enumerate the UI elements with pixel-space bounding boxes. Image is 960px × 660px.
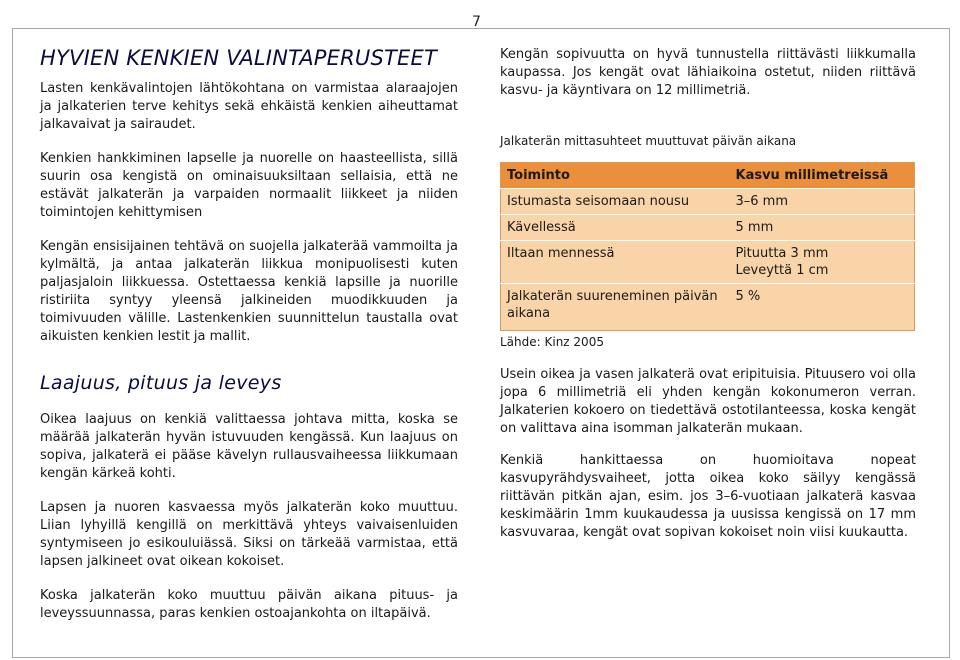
table-cell-activity: Istumasta seisomaan nousu bbox=[501, 189, 730, 215]
page-number: 7 bbox=[472, 14, 481, 30]
table-source: Lähde: Kinz 2005 bbox=[500, 335, 604, 349]
page-title: HYVIEN KENKIEN VALINTAPERUSTEET bbox=[40, 46, 437, 70]
table-cell-growth: 3–6 mm bbox=[730, 189, 915, 215]
buying-time-paragraph: Koska jalkaterän koko muuttuu päivän aikana pituus- ja leveyssuunnassa, paras kenkien ostoajankohta on iltapäivä. bbox=[40, 588, 458, 621]
foot-measurement-table bbox=[500, 162, 915, 331]
table-cell-activity: Jalkaterän suureneminen päivän aikana bbox=[501, 284, 730, 331]
table-cell-activity: Kävellessä bbox=[501, 215, 730, 241]
table-cell-growth-length: Pituutta 3 mm bbox=[735, 246, 829, 261]
growth-paragraph: Lapsen ja nuoren kasvaessa myös jalkaterän koko muuttuu. Liian lyhyillä kengillä on merkittävä yhteys vaivaisenluiden syntymiseen jo esikouluiässä. Siksi on tärkeää varmistaa, että lapsen jalkineet ovat oikean kokoiset. bbox=[40, 500, 458, 569]
intro-paragraph: Lasten kenkävalintojen lähtökohtana on varmistaa alaraajojen ja jalkaterien terve kehitys sekä ehkäistä kenkien aiheuttamat jalkavaivat ja sairaudet. bbox=[40, 81, 458, 132]
fit-paragraph: Kengän sopivuutta on hyvä tunnustella riittävästi liikkumalla kaupassa. Jos kengät ovat lähiaikoina ostetut, niiden riittävä kasvu- ja käyntivara on 12 millimetriä. bbox=[500, 47, 916, 98]
table-row bbox=[501, 284, 915, 331]
growth-spurt-paragraph: Kenkiä hankittaessa on huomioitava nopeat kasvupyrähdysvaiheet, jotta oikea koko säilyy kengässä riittävän pitkän ajan, esim. jos 3–6-vuotiaan jalkaterä kasvaa keskimäärin 1mm kuukaudessa ja uusissa kengissä on 17 mm kasvuvaraa, kengät ovat sopivan kokoiset noin viisi kuukautta. bbox=[500, 453, 916, 540]
challenge-paragraph: Kenkien hankkiminen lapselle ja nuorelle on haasteellista, sillä suurin osa kengistä on ominaisuuksiltaan sellaisia, että ne estävät jalkaterän ja varpaiden normaalit liikkeet ja niiden toimintojen kehittymisen bbox=[40, 151, 458, 220]
table-cell-growth-width: Leveyttä 1 cm bbox=[735, 263, 829, 278]
table-row bbox=[501, 241, 915, 284]
length-difference-paragraph: Usein oikea ja vasen jalkaterä ovat eripituisia. Pituusero voi olla jopa 6 millimetriä eli yhden kengän kokonumeron verran. Jalkaterien kokoero on tiedettävä ostotilanteessa, koska kengät on valittava aina isomman jalkaterän mukaan. bbox=[500, 367, 916, 436]
table-header-row bbox=[501, 163, 915, 189]
table-caption: Jalkaterän mittasuhteet muuttuvat päivän aikana bbox=[500, 134, 797, 148]
section-subtitle: Laajuus, pituus ja leveys bbox=[40, 372, 282, 394]
table-header-growth: Kasvu millimetreissä bbox=[735, 168, 889, 183]
left-column bbox=[40, 46, 458, 639]
width-paragraph: Oikea laajuus on kenkiä valittaessa johtava mitta, koska se määrää jalkaterän hyvän istuvuuden kengässä. Kun laajuus on sopiva, jalkaterä ei pääse kävelyn rullausvaiheessa liikkumaan kengän kärkeä kohti. bbox=[40, 412, 458, 481]
table-row bbox=[501, 189, 915, 215]
table-header-activity: Toiminto bbox=[507, 168, 570, 183]
table-cell-growth: 5 % bbox=[730, 284, 915, 331]
right-column bbox=[500, 46, 916, 558]
table-cell-growth: 5 mm bbox=[730, 215, 915, 241]
table-row bbox=[501, 215, 915, 241]
table-cell-activity: Iltaan mennessä bbox=[501, 241, 730, 284]
table-cell-growth bbox=[730, 241, 915, 284]
purpose-paragraph: Kengän ensisijainen tehtävä on suojella jalkaterää vammoilta ja kylmältä, ja antaa jalkaterän liikkua monipuolisesti kuten paljasjaloin liikkuessa. Ostettaessa kenkiä lapsille ja nuorille ristiriita syntyy yleensä jalkineiden muodikkuuden ja toimivuuden välille. Lastenkenkien suunnittelun taustalla ovat aikuisten kenkien lestit ja mallit. bbox=[40, 239, 458, 344]
